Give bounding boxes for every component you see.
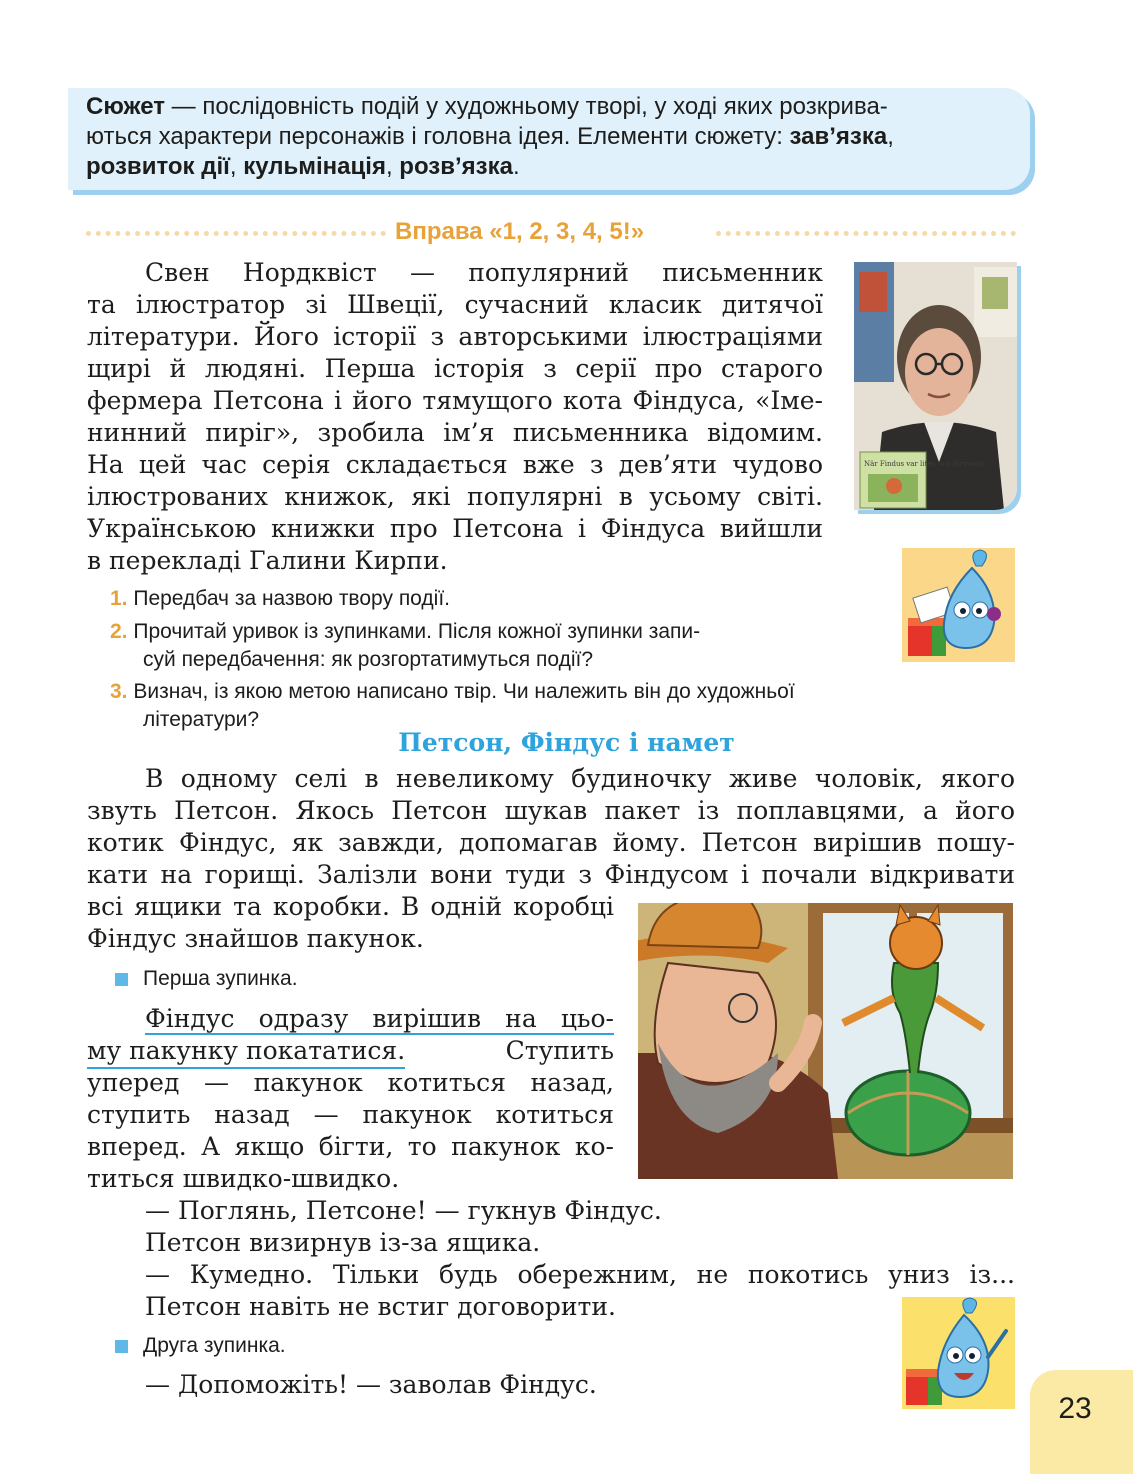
story-line: му пакунку покататися. Ступить bbox=[87, 1035, 614, 1069]
stop-marker-icon bbox=[115, 973, 128, 986]
dotted-rule-right bbox=[716, 231, 1016, 236]
page-number: 23 bbox=[1058, 1392, 1092, 1425]
intro-line: ілюстрованих книжок, які популярні в усьому світі. bbox=[87, 482, 823, 511]
intro-line: літератури. Його історії з авторськими ілюстраціями bbox=[87, 322, 823, 351]
exercise-title: Вправа «1, 2, 3, 4, 5!» bbox=[395, 218, 645, 245]
story-line: кати на горищі. Залізли вони туди з Фіндусом і почали відкривати bbox=[87, 860, 1015, 889]
story-last-line: — Допоможіть! — заволав Фіндус. bbox=[145, 1370, 597, 1399]
author-portrait-illustration bbox=[854, 262, 1017, 510]
story-line: звуть Петсон. Якось Петсон шукав пакет із поплавцями, а його bbox=[87, 796, 1015, 825]
story-line-underlined: Фіндус одразу вирішив на цьо- bbox=[145, 1004, 614, 1033]
dotted-rule-left bbox=[86, 231, 386, 236]
stop-marker-icon bbox=[115, 1340, 128, 1353]
intro-line: фермера Петсона і його тямущого кота Фіндуса, «Іме- bbox=[87, 386, 823, 415]
petson-findus-illustration bbox=[638, 903, 1013, 1179]
dialogue-line: Петсон навіть не встиг договорити. bbox=[145, 1292, 616, 1321]
story-line: котик Фіндус, як завжди, допомагав йому. Петсон вирішив пошу- bbox=[87, 828, 1015, 857]
definition-text: Сюжет — послідовність подій у художньому творі, у ході яких розкрива- ються характери персонажів і головна ідея. Елементи сюжету: зав’язка, розвиток дії, кульмінація, розв’язка. bbox=[86, 93, 894, 180]
definition-term: Сюжет bbox=[86, 93, 165, 120]
mascot-waving-illustration bbox=[902, 1297, 1015, 1409]
intro-line: Свен Нордквіст — популярний письменник bbox=[145, 258, 823, 287]
intro-line: На цей час серія складається вже з дев’яти чудово bbox=[87, 450, 823, 479]
dialogue-line: — Поглянь, Петсоне! — гукнув Фіндус. bbox=[145, 1196, 662, 1225]
book-cover-text: När Findus var liten och försvann bbox=[864, 460, 984, 468]
task-3-line2: літератури? bbox=[143, 708, 260, 731]
story-line: всі ящики та коробки. В одній коробці bbox=[87, 892, 614, 921]
story-title: Петсон, Фіндус і намет bbox=[398, 728, 735, 757]
story-line: титься швидко-швидко. bbox=[87, 1164, 400, 1193]
intro-line: нинний пиріг», зробила ім’я письменника відомим. bbox=[87, 418, 823, 447]
mascot-writing-illustration bbox=[902, 548, 1015, 662]
stop-1: Перша зупинка. bbox=[143, 967, 298, 990]
task-2: 2. Прочитай уривок із зупинками. Після кожної зупинки запи- bbox=[110, 620, 701, 643]
story-line: В одному селі в невеликому будиночку живе чоловік, якого bbox=[145, 764, 1015, 793]
dialogue-line: Петсон визирнув із-за ящика. bbox=[145, 1228, 541, 1257]
intro-line: Українською книжки про Петсона і Фіндуса вийшли bbox=[87, 514, 823, 543]
story-line: Фіндус знайшов пакунок. bbox=[87, 924, 424, 953]
task-1: 1. Передбач за назвою твору події. bbox=[110, 587, 450, 610]
intro-line: в перекладі Галини Кирпи. bbox=[87, 546, 448, 575]
author-photo bbox=[854, 262, 1017, 510]
story-line: уперед — пакунок котиться назад, bbox=[87, 1068, 614, 1097]
dialogue-line: — Кумедно. Тільки будь обережним, не покотись униз із... bbox=[145, 1260, 1015, 1289]
story-line: вперед. А якщо бігти, то пакунок ко- bbox=[87, 1132, 614, 1161]
stop-2: Друга зупинка. bbox=[143, 1334, 286, 1357]
intro-line: щирі й людяні. Перша історія з серії про старого bbox=[87, 354, 823, 383]
task-2-line2: суй передбачення: як розгортатимуться події? bbox=[143, 648, 594, 671]
story-line: ступить назад — пакунок котиться bbox=[87, 1100, 614, 1129]
task-3: 3. Визнач, із якою метою написано твір. Чи належить він до художньої bbox=[110, 680, 795, 703]
intro-line: та ілюстратор зі Швеції, сучасний класик дитячої bbox=[87, 290, 823, 319]
